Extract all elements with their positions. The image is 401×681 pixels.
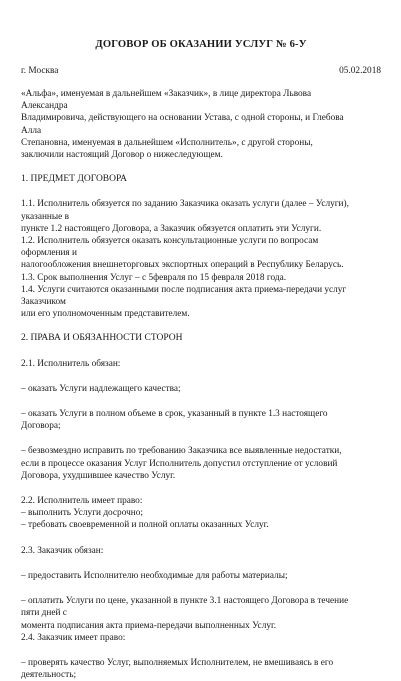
clause-line: – предоставить Исполнителю необходимые для работы материалы;	[21, 570, 288, 581]
date-label: 05.02.2018	[339, 66, 381, 76]
clause-line: – выполнить Услуги досрочно;	[21, 508, 143, 519]
section1-heading: 1. ПРЕДМЕТ ДОГОВОРА	[21, 174, 127, 185]
clause-line: – проверять качество Услуг, выполняемых Исполнителем, не вмешиваясь в его	[21, 657, 334, 668]
clause-line: 2.4. Заказчик имеет право:	[21, 632, 126, 643]
intro-line: Степановна, именуемая в дальнейшем «Исполнитель», с другой стороны,	[21, 137, 313, 148]
clause-line: Заказчиком	[21, 297, 66, 308]
clause-line: если в процессе оказания Услуг Исполнитель допустил отступление от условий	[21, 458, 338, 469]
clause-2-1-c	[21, 445, 381, 482]
clause-2-4-a	[21, 657, 381, 681]
clause-line: пункте 1.2 настоящего Договора, а Заказчик обязуется оплатить эти Услуги.	[21, 223, 322, 234]
clause-line: 1.4. Услуги считаются оказанными после подписания акта приема-передачи услуг	[21, 284, 347, 295]
clause-line: деятельность;	[21, 670, 77, 681]
clause-line: – оплатить Услуги по цене, указанной в пункте 3.1 настоящего Договора в течение	[21, 596, 349, 607]
clause-line: 2.3. Заказчик обязан:	[21, 545, 104, 556]
intro-line: «Альфа», именуемая в дальнейшем «Заказчик», в лице директора Львова	[21, 89, 312, 99]
clause-line: – оказать Услуги надлежащего качества;	[21, 383, 181, 394]
clause-2-1-b	[21, 408, 381, 432]
clause-line: оформления и	[21, 248, 78, 259]
intro-paragraph	[21, 88, 381, 161]
clause-line: 2.2. Исполнитель имеет право:	[21, 496, 143, 507]
clause-line: – оказать Услуги в полном объеме в срок, указанный в пункте 1.3 настоящего	[21, 409, 328, 420]
clause-2-3	[21, 545, 381, 557]
clause-line: 1.1. Исполнитель обязуется по заданию Заказчика оказать услуги (далее – Услуги),	[21, 199, 349, 210]
clause-line: – безвозмездно исправить по требованию Заказчика все выявленные недостатки,	[21, 446, 342, 457]
clause-2-1-a	[21, 383, 381, 395]
clause-line: 2.1. Исполнитель обязан:	[21, 358, 121, 369]
clause-line: пяти дней с	[21, 608, 67, 619]
place-date-row	[21, 65, 381, 77]
clause-line: Договора;	[21, 421, 61, 432]
intro-line: Владимировича, действующего на основании Устава, с одной стороны, и Глебова	[21, 113, 344, 124]
section1-body	[21, 198, 381, 320]
city-label: г. Москва	[21, 66, 59, 76]
clause-2-2	[21, 495, 381, 532]
intro-line: заключили настоящий Договор о нижеследующем.	[21, 150, 223, 161]
intro-line: Александра	[21, 101, 68, 112]
clause-line: – требовать своевременной и полной оплаты оказанных Услуг.	[21, 520, 269, 531]
clause-line: или его уполномоченным представителем.	[21, 309, 190, 320]
clause-2-1	[21, 358, 381, 370]
clause-line: Договора, ухудшившее качество Услуг.	[21, 470, 176, 481]
intro-line: Алла	[21, 125, 42, 136]
document-title: ДОГОВОР ОБ ОКАЗАНИИ УСЛУГ № 6-У	[95, 39, 307, 50]
clause-line: указанные в	[21, 211, 69, 222]
section2-heading: 2. ПРАВА И ОБЯЗАННОСТИ СТОРОН	[21, 333, 183, 344]
clause-2-3-a	[21, 570, 381, 582]
clause-line: 1.2. Исполнитель обязуется оказать консультационные услуги по вопросам	[21, 236, 319, 247]
clause-2-3-b	[21, 595, 381, 644]
clause-line: момента подписания акта приема-передачи выполненных Услуг.	[21, 620, 277, 631]
clause-line: налогообложения внешнеторговых экспортных операций в Республику Беларусь.	[21, 260, 344, 271]
clause-line: 1.3. Срок выполнения Услуг – с 5февраля по 15 февраля 2018 года.	[21, 272, 287, 283]
